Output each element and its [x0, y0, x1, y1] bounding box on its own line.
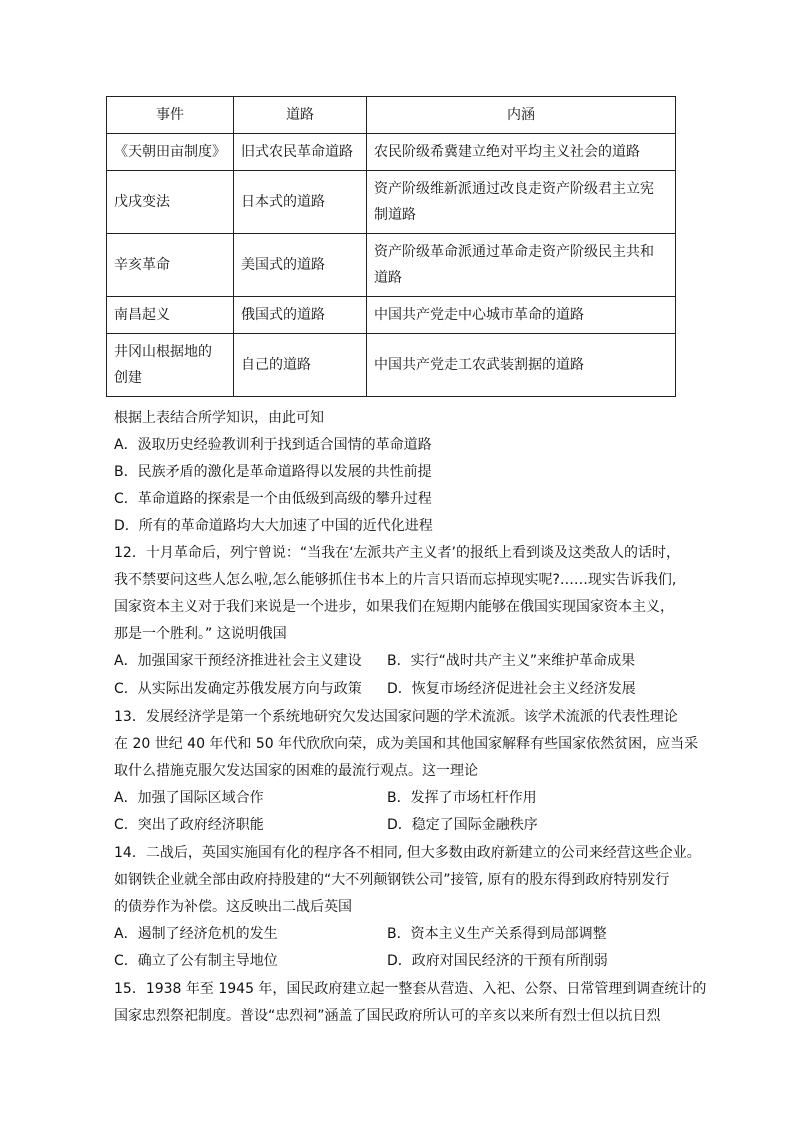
q13-option-c: C．突出了政府经济职能: [114, 817, 264, 833]
q14-option-a: A．遏制了经济危机的发生: [114, 926, 278, 942]
cell-event: 戊戌变法: [107, 171, 234, 234]
q15-line: 15．1938 年至 1945 年，国民政府建立起一整套从营造、入祀、公祭、日常管理到调查统计的: [114, 981, 707, 997]
q11-option-c: C．革命道路的探索是一个由低级到高级的攀升过程: [114, 491, 432, 507]
q13-line: 在 20 世纪 40 年代和 50 年代欣欣向荣，成为美国和其他国家解释有些国家依然贫困，应当采: [114, 736, 699, 752]
cell-meaning-line: 道路: [374, 270, 402, 286]
q14-line: 14．二战后，英国实施国有化的程序各不相同, 但大多数由政府新建立的公司来经营这些企业。: [114, 845, 701, 861]
header-event: 事件: [107, 97, 234, 134]
q13-option-a: A．加强了国际区域合作: [114, 790, 264, 806]
cell-meaning-line: 资产阶级革命派通过革命走资产阶级民主共和: [374, 244, 654, 260]
q13-option-d: D．稳定了国际金融秩序: [387, 817, 538, 833]
q11-option-b: B．民族矛盾的激化是革命道路得以发展的共性前提: [114, 464, 432, 480]
q12-option-b: B．实行“战时共产主义”来维护革命成果: [387, 653, 636, 669]
q11-option-a: A．汲取历史经验教训利于找到适合国情的革命道路: [114, 437, 432, 453]
q12-line: 国家资本主义对于我们来说是一个进步，如果我们在短期内能够在俄国实现国家资本主义，: [114, 599, 674, 615]
q13-line: 13．发展经济学是第一个系统地研究欠发达国家问题的学术流派。该学术流派的代表性理论: [114, 709, 678, 725]
cell-event: 南昌起义: [107, 297, 234, 334]
q14-option-b: B．资本主义生产关系得到局部调整: [387, 926, 607, 942]
cell-event-line: 井冈山根据地的: [114, 344, 212, 360]
q14-line: 的债券作为补偿。这反映出二战后英国: [114, 899, 352, 915]
cell-event: [107, 334, 234, 397]
cell-meaning: [367, 234, 676, 297]
header-meaning: 内涵: [367, 97, 676, 134]
q13-line: 取什么措施克服欠发达国家的困难的最流行观点。这一理论: [114, 763, 478, 779]
q12-option-d: D．恢复市场经济促进社会主义经济发展: [387, 681, 636, 697]
cell-road: 日本式的道路: [234, 171, 367, 234]
table-row: [107, 234, 676, 297]
cell-road: 俄国式的道路: [234, 297, 367, 334]
q14-option-c: C．确立了公有制主导地位: [114, 953, 278, 969]
cell-road: 旧式农民革命道路: [234, 134, 367, 171]
q11-option-d: D．所有的革命道路均大大加速了中国的近代化进程: [114, 518, 433, 534]
table-row: [107, 171, 676, 234]
cell-road: 美国式的道路: [234, 234, 367, 297]
table-row: [107, 134, 676, 171]
q12-line: 12．十月革命后，列宁曾说：“当我在‘左派共产主义者’的报纸上看到谈及这类敌人的话时，: [114, 545, 680, 561]
cell-meaning: 中国共产党走中心城市革命的道路: [367, 297, 676, 334]
events-table: [106, 96, 676, 397]
cell-meaning: 农民阶级希冀建立绝对平均主义社会的道路: [367, 134, 676, 171]
table-header-row: [107, 97, 676, 134]
cell-meaning: 中国共产党走工农武装割据的道路: [367, 334, 676, 397]
cell-meaning-line: 制道路: [374, 207, 416, 223]
cell-event: 《天朝田亩制度》: [107, 134, 234, 171]
q11-stem: 根据上表结合所学知识，由此可知: [114, 410, 324, 426]
q13-option-b: B．发挥了市场杠杆作用: [387, 790, 537, 806]
q12-line: 那是一个胜利。” 这说明俄国: [114, 626, 287, 642]
q14-option-d: D．政府对国民经济的干预有所削弱: [387, 953, 608, 969]
header-road: 道路: [234, 97, 367, 134]
q12-option-c: C．从实际出发确定苏俄发展方向与政策: [114, 681, 362, 697]
cell-meaning-line: 资产阶级维新派通过改良走资产阶级君主立宪: [374, 181, 654, 197]
q12-line: 我不禁要问这些人怎么啦,怎么能够抓住书本上的片言只语而忘掉现实呢?……现实告诉我们,: [114, 572, 677, 588]
cell-event-line: 创建: [114, 370, 142, 386]
q12-option-a: A．加强国家干预经济推进社会主义建设: [114, 653, 362, 669]
cell-event: 辛亥革命: [107, 234, 234, 297]
cell-meaning: [367, 171, 676, 234]
table-row: [107, 297, 676, 334]
q15-line: 国家忠烈祭祀制度。普设“忠烈祠”涵盖了国民政府所认可的辛亥以来所有烈士但以抗日烈: [114, 1008, 661, 1024]
table-row: [107, 334, 676, 397]
q14-line: 如钢铁企业就全部由政府持股建的“大不列颠钢铁公司”接管, 原有的股东得到政府特别发行: [114, 872, 670, 888]
cell-road: 自己的道路: [234, 334, 367, 397]
